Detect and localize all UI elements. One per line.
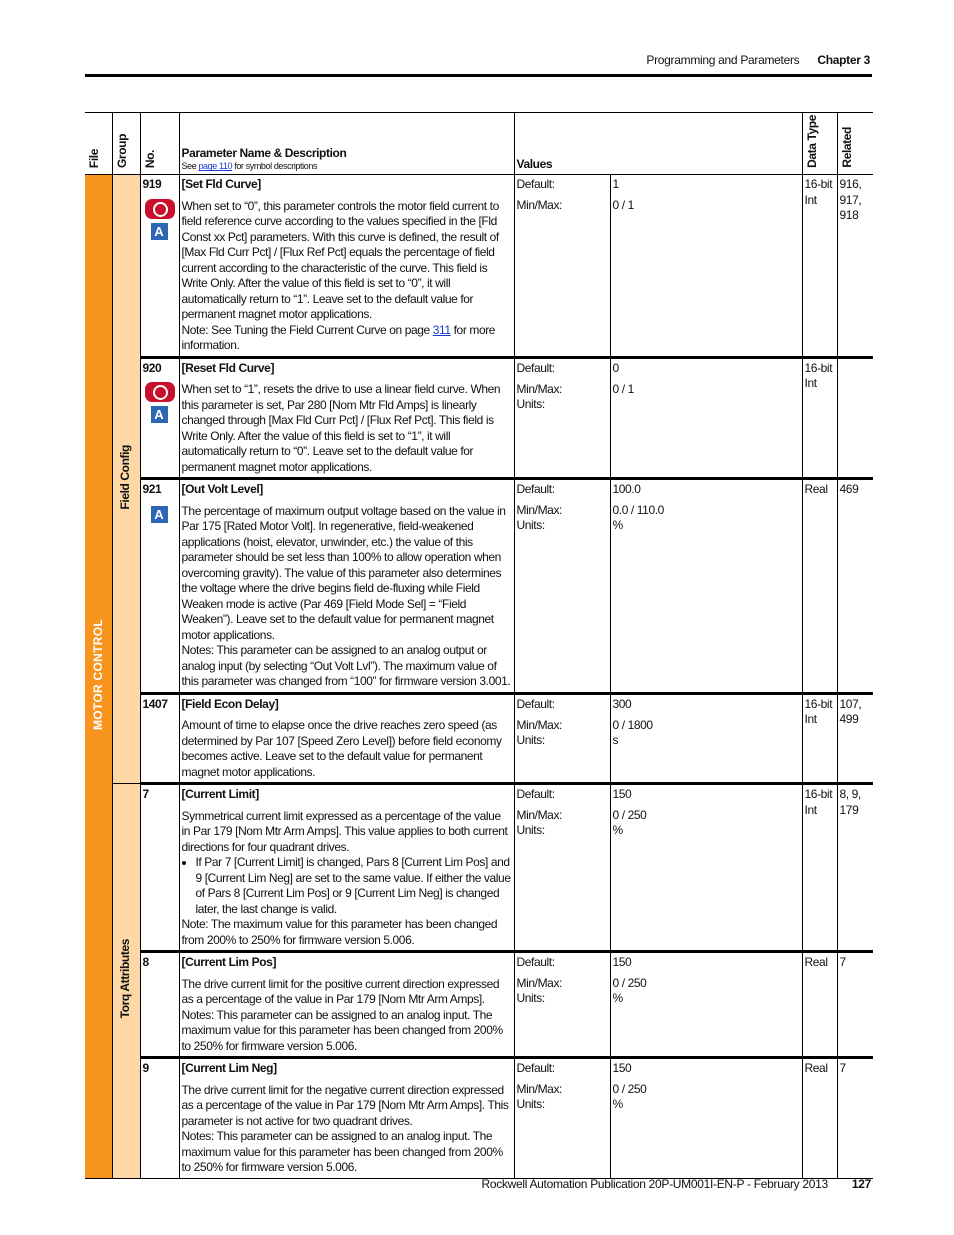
col-no: No. — [140, 113, 179, 175]
param-description: [Current Limit] Symmetrical current limit expressed as a percentage of the value in Par 179 [Nom Mtr Arm Amps]. This value applies to both current directions for four quadrant drives. • If Par 7 [Current Limit] is changed, Pars 8 [Current Lim Pos] and 9 [Current Lim Neg] are set to the same value. If either the value of Pars 8 [Current Lim Pos] or 9 [Current Lim Neg] is changed later, the last change is valid. Note: The maximum value for this parameter has been changed from 200% to 250% for firmware version 5.006. — [179, 784, 514, 952]
table-row — [85, 175, 873, 358]
table-row — [85, 693, 873, 784]
symbol-note: See page 110 for symbol descriptions — [181, 161, 318, 172]
page-header — [646, 53, 870, 67]
value-labels: Default: Min/Max: Units: — [514, 693, 610, 784]
param-name: [Field Econ Delay] — [181, 696, 279, 711]
table-row — [85, 952, 873, 1058]
value-values: 0 0 / 1 — [610, 357, 802, 479]
symbol-page-link[interactable]: page 110 — [198, 161, 233, 172]
data-type: 16-bit Int — [802, 357, 837, 479]
col-values: Values — [514, 113, 802, 175]
param-bullet-list: • If Par 7 [Current Limit] is changed, Pars 8 [Current Lim Pos] and 9 [Current Lim Neg] are set to the same value. If either the value of Pars 8 [Current Lim Pos] or 9 [Current Lim Neg] is changed later, the last change is valid. — [182, 855, 512, 917]
value-labels: Default: Min/Max: Units: — [514, 784, 610, 952]
param-number: 920 A — [140, 357, 179, 479]
group-field-config: Field Config — [112, 175, 140, 784]
col-related: Related — [837, 113, 873, 175]
param-number: 919 A — [140, 175, 179, 358]
table-row — [85, 357, 873, 479]
value-labels: Default: Min/Max: — [514, 175, 610, 358]
related-params — [837, 357, 873, 479]
related-params: 916, 917, 918 — [837, 175, 873, 358]
data-type: Real — [802, 479, 837, 694]
related-params: 8, 9, 179 — [837, 784, 873, 952]
param-number: 921 A — [140, 479, 179, 694]
data-type: 16-bit Int — [802, 784, 837, 952]
related-params: 7 — [837, 952, 873, 1058]
param-description: [Set Fld Curve] When set to “0”, this parameter controls the motor field current to field reference curve according to the values specified in the [Fld Const xx Pct] parameters. With this curve is defined, the result of [Max Fld Curr Pct] / [Flux Ref Pct] equals the percentage of field current according to the characteristic of the curve. This field is Write Only. After the value of this field is set to “0”, it will automatically return to “1”. Leave set to the default value for permanent magnet motor applications. Note: See Tuning the Field Current Curve on page 311 for more information. — [179, 175, 514, 358]
value-values: 100.0 0.0 / 110.0 % — [610, 479, 802, 694]
related-params: 107, 499 — [837, 693, 873, 784]
param-name: [Current Limit] — [181, 787, 259, 802]
publication-id: Rockwell Automation Publication 20P-UM001I-EN-P - February 2013 — [481, 1177, 828, 1191]
page-number: 127 — [851, 1177, 871, 1191]
param-note: Note: The maximum value for this parameter has been changed from 200% to 250% for firmware version 5.006. — [181, 917, 498, 947]
chapter-label: Chapter 3 — [817, 53, 870, 67]
stop-drive-icon — [145, 199, 175, 219]
col-data-type: Data Type — [802, 113, 837, 175]
param-name: [Out Volt Level] — [181, 482, 263, 497]
param-name: [Reset Fld Curve] — [181, 360, 275, 375]
table-row — [85, 1058, 873, 1179]
data-type: Real — [802, 1058, 837, 1179]
param-note: Notes: This parameter can be assigned to an analog input. The maximum value for this parameter has been changed from 200% to 250% for firmware version 5.006. — [181, 1007, 503, 1053]
col-group: Group — [112, 113, 140, 175]
param-note: Notes: This parameter can be assigned to an analog output or analog input (by selecting “Out Volt Lvl”). The maximum value of this parameter was changed from “100” for firmware version 3.001. — [181, 643, 511, 689]
value-values: 150 0 / 250 % — [610, 952, 802, 1058]
value-labels: Default: Min/Max: Units: — [514, 357, 610, 479]
param-number: 9 — [140, 1058, 179, 1179]
value-values: 1 0 / 1 — [610, 175, 802, 358]
param-number: 8 — [140, 952, 179, 1058]
table-row — [85, 479, 873, 694]
section-title: Programming and Parameters — [646, 53, 800, 67]
related-params: 469 — [837, 479, 873, 694]
param-name: [Current Lim Pos] — [181, 955, 277, 970]
data-type: 16-bit Int — [802, 693, 837, 784]
data-type: 16-bit Int — [802, 175, 837, 358]
param-description: [Current Lim Neg] The drive current limit for the negative current direction expressed as a percentage of the value in Par 179 [Nom Mtr Arm Amps]. This parameter is not active for two quadrant drives. Notes: This parameter can be assigned to an analog input. The maximum value for this parameter has been changed from 200% to 250% for firmware version 5.006. — [179, 1058, 514, 1179]
value-labels: Default: Min/Max: Units: — [514, 1058, 610, 1179]
tuning-page-link[interactable]: 311 — [432, 322, 451, 337]
group-torq-attributes: Torq Attributes — [112, 784, 140, 1179]
param-description: [Current Lim Pos] The drive current limit for the positive current direction expressed as a percentage of the value in Par 179 [Nom Mtr Arm Amps]. Notes: This parameter can be assigned to an analog input. The maximum value for this parameter has been changed from 200% to 250% for firmware version 5.006. — [179, 952, 514, 1058]
parameter-table — [85, 112, 873, 1179]
value-values: 300 0 / 1800 s — [610, 693, 802, 784]
access-level-a-icon: A — [151, 506, 168, 523]
param-name: [Set Fld Curve] — [181, 177, 261, 192]
param-number: 7 — [140, 784, 179, 952]
param-note: Note: See Tuning the Field Current Curve on page 311 for more information. — [181, 322, 496, 353]
header-rule — [85, 74, 872, 77]
related-params: 7 — [837, 1058, 873, 1179]
param-number: 1407 — [140, 693, 179, 784]
stop-drive-icon — [145, 382, 175, 402]
param-description: [Reset Fld Curve] When set to “1”, resets the drive to use a linear field curve. When this parameter is set, Par 280 [Nom Mtr Fld Amps] is linearly changed through [Max Fld Curr Pct] / [Flux Ref Pct]. This field is Write Only. After the value of this field is set to “1”, it will automatically return to “0”. Leave set to the default value for permanent magnet motor applications. — [179, 357, 514, 479]
access-level-a-icon: A — [151, 406, 168, 423]
value-values: 150 0 / 250 % — [610, 784, 802, 952]
file-label: MOTOR CONTROL — [85, 175, 112, 1179]
access-level-a-icon: A — [151, 223, 168, 240]
value-labels: Default: Min/Max: Units: — [514, 479, 610, 694]
param-name: [Current Lim Neg] — [181, 1061, 277, 1076]
param-note: Notes: This parameter can be assigned to an analog input. The maximum value for this parameter has been changed from 200% to 250% for firmware version 5.006. — [181, 1129, 503, 1175]
table-row — [85, 784, 873, 952]
data-type: Real — [802, 952, 837, 1058]
col-name: Parameter Name & Description See page 110 for symbol descriptions — [179, 113, 514, 175]
table-header-row — [85, 113, 873, 175]
value-values: 150 0 / 250 % — [610, 1058, 802, 1179]
param-description: [Out Volt Level] The percentage of maximum output voltage based on the value in Par 175 [Rated Motor Volt]. In regenerative, field-weakened applications (hoist, elevator, unwinder, etc.) the value of this parameter should be set less than 100% to allow operation when overcoming gravity). The value of this parameter also determines the voltage where the drive begins field de-fluxing while Field Weaken mode is active (Par 469 [Field Mode Sel] = “Field Weaken”). Leave set to the default value for permanent magnet motor applications. Notes: This parameter can be assigned to an analog output or analog input (by selecting “Out Volt Lvl”). The maximum value of this parameter was changed from “100” for firmware version 3.001. — [179, 479, 514, 694]
param-description: [Field Econ Delay] Amount of time to elapse once the drive reaches zero speed (as determined by Par 107 [Speed Zero Level]) before field economy becomes active. Leave set to the default value for permanent magnet motor applications. — [179, 693, 514, 784]
col-file: File — [85, 113, 112, 175]
value-labels: Default: Min/Max: Units: — [514, 952, 610, 1058]
page-footer — [481, 1177, 871, 1191]
